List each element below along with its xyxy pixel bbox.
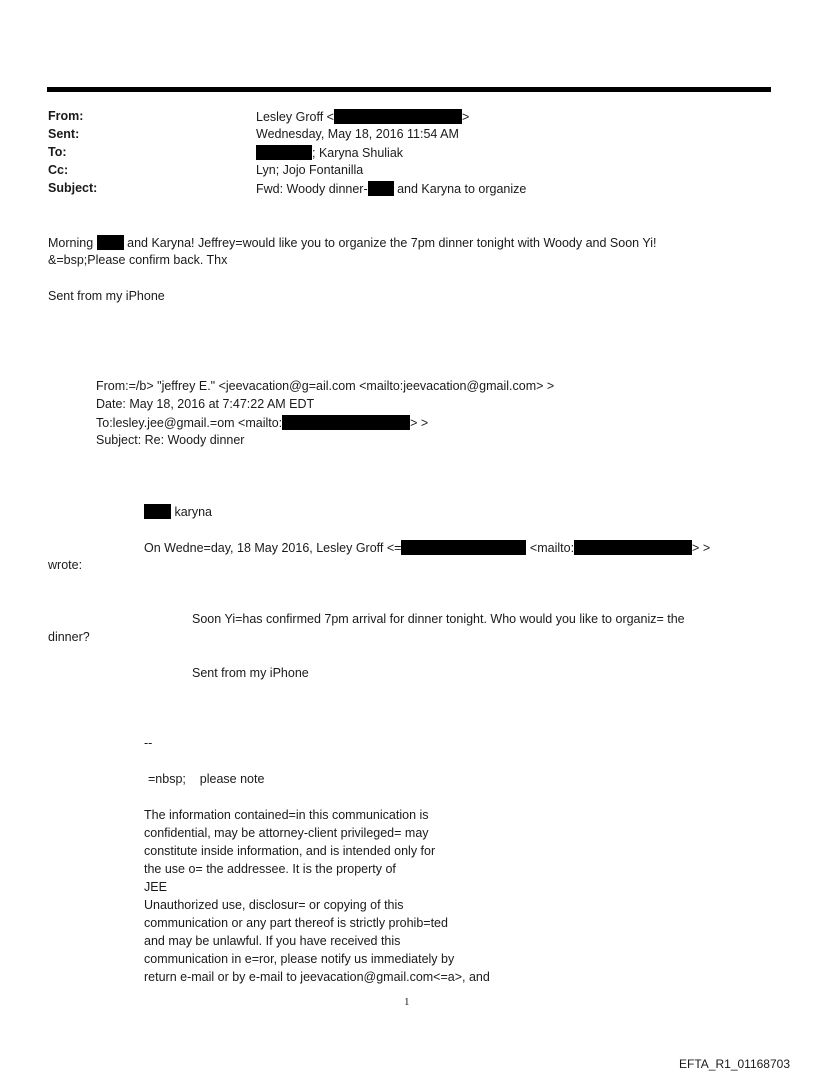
disclaimer-line: confidential, may be attorney-client privileged= may	[144, 826, 429, 840]
greeting-start: Morning	[48, 236, 97, 250]
reply-greeting	[144, 504, 212, 519]
quote-signature: Sent from my iPhone	[192, 666, 309, 680]
subject-label: Subject:	[48, 181, 98, 195]
subject-suffix: and Karyna to organize	[393, 182, 527, 196]
quote-header-end: > >	[692, 541, 711, 555]
to-label: To:	[48, 145, 67, 159]
sent-value: Wednesday, May 18, 2016 11:54 AM	[256, 127, 459, 141]
redaction-block	[401, 540, 526, 555]
disclaimer-line: Unauthorized use, disclosur= or copying of this	[144, 898, 404, 912]
fwd-date: Date: May 18, 2016 at 7:47:22 AM EDT	[96, 397, 315, 411]
body-greeting	[48, 235, 657, 250]
sent-label: Sent:	[48, 127, 80, 141]
subject-value	[256, 181, 526, 196]
redaction-block	[282, 415, 410, 430]
cc-label: Cc:	[48, 163, 69, 177]
fwd-subject: Subject: Re: Woody dinner	[96, 433, 245, 447]
fwd-to-start: To:lesley.jee@gmail.=om <mailto:	[96, 416, 283, 430]
quote-header-mailto: <mailto:	[526, 541, 575, 555]
redaction-block	[334, 109, 462, 124]
fwd-from: From:=/b> "jeffrey E." <jeevacation@g=ail.com <mailto:jeevacation@gmail.com> >	[96, 379, 555, 393]
from-value	[256, 109, 469, 124]
to-value	[256, 145, 403, 160]
fwd-to-end: > >	[410, 416, 429, 430]
redaction-block	[144, 504, 171, 519]
greeting-rest: and Karyna! Jeffrey=would like you to organize the 7pm dinner tonight with Woody and Soon Yi!	[123, 236, 657, 250]
quote-line-2: dinner?	[48, 630, 90, 644]
quote-header	[144, 540, 710, 555]
disclaimer-line: return e-mail or by e-mail to jeevacation@gmail.com<=a>, and	[144, 970, 490, 984]
disclaimer-line: The information contained=in this communication is	[144, 808, 429, 822]
cc-value: Lyn; Jojo Fontanilla	[256, 163, 364, 177]
redaction-block	[574, 540, 692, 555]
page-number: 1	[404, 996, 410, 1008]
disclaimer-line: constitute inside information, and is intended only for	[144, 844, 436, 858]
reply-name: karyna	[171, 505, 212, 519]
redaction-block	[256, 145, 312, 160]
from-close: >	[461, 110, 470, 124]
disclaimer-line: and may be unlawful. If you have received this	[144, 934, 401, 948]
to-text: ; Karyna Shuliak	[312, 146, 404, 160]
body-signature: Sent from my iPhone	[48, 289, 165, 303]
from-label: From:	[48, 109, 84, 123]
fwd-to	[96, 415, 428, 430]
disclaimer-line: communication or any part thereof is strictly prohib=ted	[144, 916, 448, 930]
redaction-block	[368, 181, 394, 196]
quote-line-1: Soon Yi=has confirmed 7pm arrival for dinner tonight. Who would you like to organiz= the	[192, 612, 685, 626]
from-name: Lesley Groff <	[256, 110, 334, 124]
header-rule	[47, 87, 771, 92]
subject-prefix: Fwd: Woody dinner-	[256, 182, 368, 196]
body-line-2: &=bsp;Please confirm back. Thx	[48, 253, 228, 267]
disclaimer-line: JEE	[144, 880, 167, 894]
quote-header-start: On Wedne=day, 18 May 2016, Lesley Groff <=	[144, 541, 402, 555]
quote-wrote: wrote:	[48, 558, 83, 572]
please-note: =nbsp; please note	[148, 772, 265, 786]
document-id: EFTA_R1_01168703	[679, 1057, 790, 1071]
signature-dashes: --	[144, 736, 153, 750]
redaction-block	[97, 235, 124, 250]
disclaimer-line: the use o= the addressee. It is the property of	[144, 862, 396, 876]
disclaimer-line: communication in e=ror, please notify us immediately by	[144, 952, 455, 966]
